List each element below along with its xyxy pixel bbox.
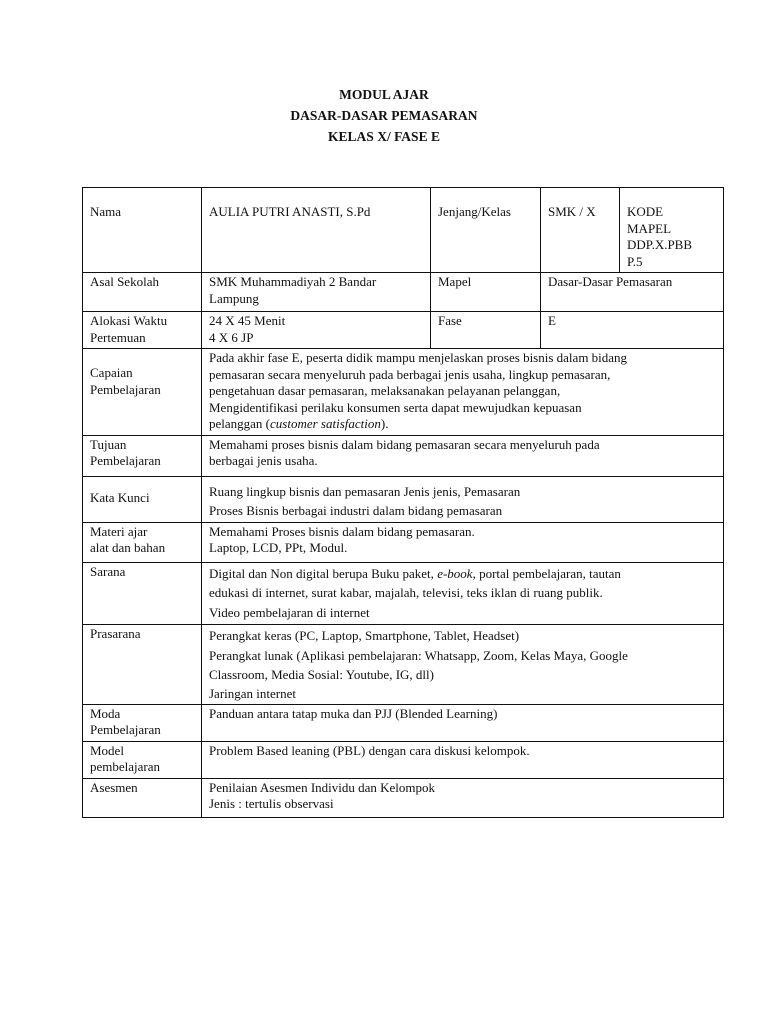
table-row-sekolah [83,273,724,312]
document-title [0,84,768,147]
title-line-subject: DASAR-DASAR PEMASARAN [290,108,478,123]
value-mapel: Dasar-Dasar Pemasaran [541,273,724,312]
label-fase: Fase [431,312,541,349]
value-fase: E [541,312,724,349]
value-kata-kunci: Ruang lingkup bisnis dan pemasaran Jenis jenis, Pemasaran Proses Bisnis berbagai industri dalam bidang pemasaran [202,476,724,522]
value-tujuan: Memahami proses bisnis dalam bidang pemasaran secara menyeluruh pada berbagai jenis usaha. [202,435,724,476]
table-row-prasarana [83,625,724,705]
label-sarana: Sarana [83,562,202,625]
table-row-kata-kunci [83,476,724,522]
label-nama: Nama [83,188,202,273]
value-moda: Panduan antara tatap muka dan PJJ (Blended Learning) [202,704,724,741]
value-sarana: Digital dan Non digital berupa Buku paket, e-book, portal pembelajaran, tautan edukasi di internet, surat kabar, majalah, televisi, teks iklan di ruang publik. Video pembelajaran di internet [202,562,724,625]
label-capaian: Capaian Pembelajaran [83,349,202,436]
label-asesmen: Asesmen [83,778,202,817]
label-tujuan: Tujuan Pembelajaran [83,435,202,476]
title-line-modul: MODUL AJAR [339,87,429,102]
value-model: Problem Based leaning (PBL) dengan cara diskusi kelompok. [202,741,724,778]
module-identity-table [82,187,724,818]
value-materi: Memahami Proses bisnis dalam bidang pemasaran. Laptop, LCD, PPt, Modul. [202,522,724,562]
value-prasarana: Perangkat keras (PC, Laptop, Smartphone, Tablet, Headset) Perangkat lunak (Aplikasi pembelajaran: Whatsapp, Zoom, Kelas Maya, Google Classroom, Media Sosial: Youtube, IG, dll) Jaringan internet [202,625,724,705]
value-nama: AULIA PUTRI ANASTI, S.Pd [202,188,431,273]
label-mapel: Mapel [431,273,541,312]
label-jenjang: Jenjang/Kelas [431,188,541,273]
title-line-class: KELAS X/ FASE E [328,129,440,144]
value-jenjang: SMK / X [541,188,620,273]
table-row-sarana [83,562,724,625]
value-asesmen: Penilaian Asesmen Individu dan Kelompok Jenis : tertulis observasi [202,778,724,817]
table-row-moda [83,704,724,741]
table-row-materi [83,522,724,562]
table-row-alokasi [83,312,724,349]
table-row-tujuan [83,435,724,476]
label-materi: Materi ajar alat dan bahan [83,522,202,562]
label-alokasi: Alokasi Waktu Pertemuan [83,312,202,349]
label-prasarana: Prasarana [83,625,202,705]
value-asal-sekolah: SMK Muhammadiyah 2 Bandar Lampung [202,273,431,312]
value-capaian: Pada akhir fase E, peserta didik mampu menjelaskan proses bisnis dalam bidang pemasaran secara menyeluruh pada berbagai jenis usaha, lingkup pemasaran, pengetahuan dasar pemasaran, melaksanakan pelayanan pelanggan, Mengidentifikasi perilaku konsumen serta dapat mewujudkan kepuasan pelanggan (customer satisfaction). [202,349,724,436]
value-alokasi: 24 X 45 Menit 4 X 6 JP [202,312,431,349]
table-row-model [83,741,724,778]
label-moda: Moda Pembelajaran [83,704,202,741]
table-row-capaian [83,349,724,436]
label-kata-kunci: Kata Kunci [83,476,202,522]
label-model: Model pembelajaran [83,741,202,778]
label-asal-sekolah: Asal Sekolah [83,273,202,312]
table-row-asesmen [83,778,724,817]
value-kode-mapel: KODE MAPEL DDP.X.PBB P.5 [620,188,724,273]
table-row-nama [83,188,724,273]
